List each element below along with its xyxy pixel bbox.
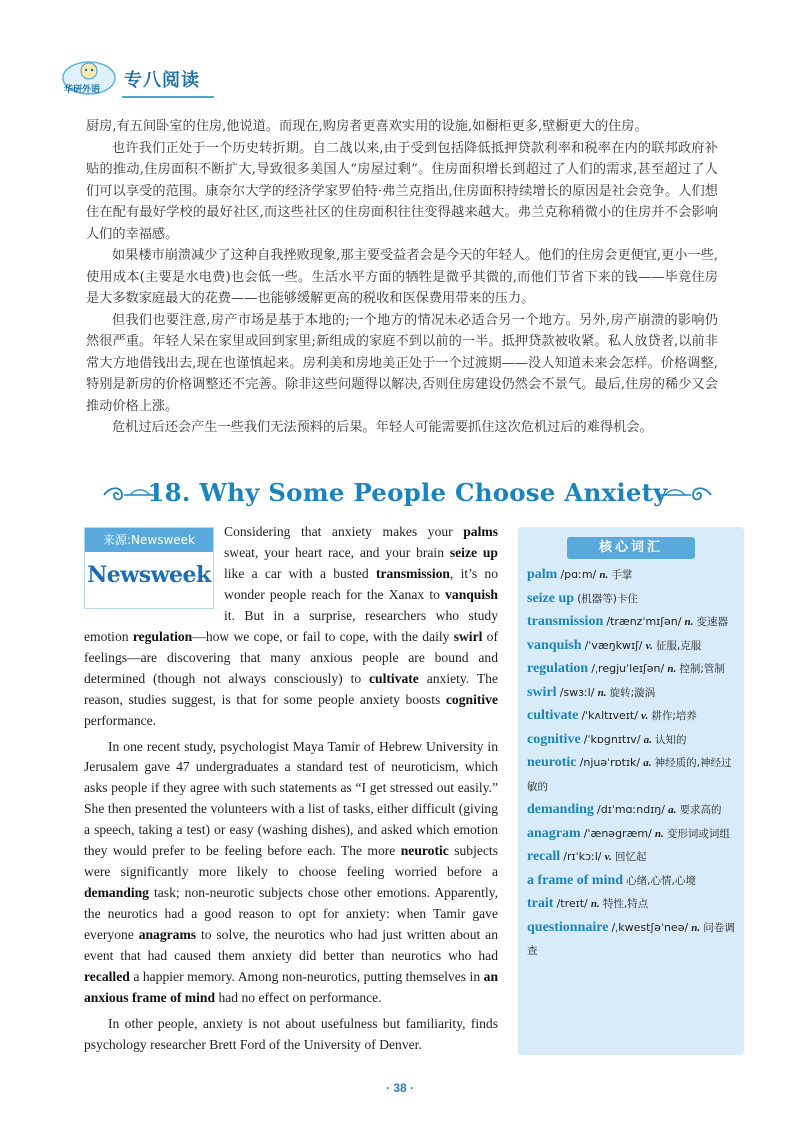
vocab-word: swirl: [527, 684, 557, 700]
vocab-part-of-speech: n.: [597, 686, 607, 699]
vocab-word: seize up: [527, 590, 575, 606]
vocab-definition: 神经质的,神经过敏的: [527, 757, 732, 793]
vocab-phonetic: /ˌkwestʃəˈneə/: [611, 920, 689, 934]
header-divider: [122, 96, 214, 98]
vocab-phonetic: /ˈkɒgnɪtɪv/: [583, 732, 641, 746]
vocab-definition: 征服,克服: [655, 639, 702, 652]
article-text: Considering that anxiety makes your: [224, 524, 464, 539]
vocab-word: cultivate: [527, 708, 579, 723]
vocab-part-of-speech: v.: [645, 639, 653, 652]
page-number: · 38 ·: [385, 1081, 414, 1095]
vocab-part-of-speech: n.: [667, 663, 677, 675]
article-paragraph: [84, 737, 498, 1009]
keyword: palms: [463, 524, 498, 539]
vocab-entry: [527, 845, 739, 869]
vocab-entry: [527, 751, 739, 798]
vocab-entry: [527, 634, 739, 658]
article-title-row: [100, 478, 715, 514]
vocab-phonetic: /rɪˈkɔːl/: [563, 850, 602, 863]
vocab-word: vanquish: [527, 637, 582, 653]
vocab-word: transmission: [527, 614, 604, 629]
vocab-entry: [527, 610, 739, 634]
vocab-definition: 变形词或词组: [666, 827, 730, 840]
vocab-phonetic: /treɪt/: [556, 897, 588, 910]
keyword: cognitive: [445, 691, 498, 707]
vocab-part-of-speech: v.: [641, 710, 649, 722]
cn-paragraph: 也许我们正处于一个历史转折期。自二战以来,由于受到包括降低抵押贷款利率和税率在内的联邦政府补贴的推动,住房面积不断扩大,导致很多美国人“房屋过剩”。住房面积增长到超过了人们的需求,甚至超过了人们可以享受的范围。康奈尔大学的经济学家罗伯特·弗兰克指出,住房面积持续增长的原因是社会竞争。人们想住在配有最好学校的最好社区,而这些社区的住房面积往往变得越来越大。弗兰克称稍微小的住房并不会影响人们的幸福感。: [86, 140, 718, 242]
vocabulary-title: 核心词汇: [567, 537, 695, 559]
vocab-entry: [527, 869, 739, 893]
vocab-part-of-speech: a.: [643, 733, 652, 746]
vocab-word: anagram: [527, 825, 581, 841]
keyword: neurotic: [400, 843, 449, 859]
vocab-word: demanding: [527, 802, 594, 817]
keyword: anagrams: [138, 927, 197, 943]
vocab-word: a frame of mind: [527, 872, 624, 888]
cn-paragraph: 危机过后还会产生一些我们无法预料的后果。年轻人可能需要抓住这次危机过后的难得机会。: [112, 420, 653, 435]
keyword: demanding: [84, 885, 149, 901]
vocab-phonetic: /ˈvæŋkwɪʃ/: [584, 638, 643, 652]
vocab-word: trait: [527, 896, 554, 911]
swirl-ornament-right-icon: [659, 484, 715, 506]
vocab-definition: 变速器: [696, 616, 729, 628]
article-paragraph: [84, 522, 498, 732]
keyword: an anxious frame of mind: [84, 969, 498, 1005]
keyword: seize up: [449, 544, 498, 560]
vocab-word: recall: [527, 849, 561, 864]
vocab-entry: [527, 681, 739, 705]
article-text: anxiety. The reason, studies suggest, is that for some people anxiety boosts: [84, 670, 498, 707]
chinese-translation: [86, 116, 718, 439]
article-text: In one recent study, psychologist Maya Tamir of Hebrew University in Jerusalem gave 47 undergraduates a standard test of neuroticism, which asks people if they agree with such statements as “I get stressed out easily.” She then presented the volunteers with a list of tasks, either difficult (giving a speech, taking a test) or easy (washing dishes), and asked which emotion they would prefer to be feeling before each. The more: [84, 738, 498, 859]
article-text: subjects were significantly more likely to choose feeling worried before a: [84, 843, 498, 880]
vocab-word: regulation: [527, 661, 589, 676]
vocab-definition: 认知的: [655, 733, 687, 746]
vocab-phonetic: /ˌregjuˈleɪʃən/: [591, 662, 665, 675]
article-text: , it’s no wonder people reach for the Xanax to: [224, 565, 498, 602]
vocab-word: palm: [527, 567, 558, 582]
vocab-definition: 手掌: [611, 569, 633, 581]
keyword: regulation: [132, 628, 193, 644]
vocab-part-of-speech: a.: [668, 804, 677, 816]
vocab-entry: [527, 822, 739, 846]
vocab-phonetic: /swɜːl/: [559, 685, 595, 699]
vocab-part-of-speech: n.: [684, 616, 694, 628]
vocab-definition: 特性,特点: [602, 898, 649, 910]
vocab-part-of-speech: n.: [590, 898, 600, 910]
keyword: transmission: [375, 565, 450, 581]
cn-paragraph: 厨房,有五间卧室的住房,他说道。而现在,购房者更喜欢实用的设施,如橱柜更多,壁橱更大的住房。: [86, 119, 648, 134]
article-text: like a car with a busted: [224, 565, 376, 581]
vocab-definition: 问卷调查: [527, 921, 735, 957]
vocab-part-of-speech: n.: [654, 827, 664, 840]
vocab-definition: 要求高的: [679, 804, 722, 816]
vocab-definition: 心绪,心情,心境: [626, 874, 696, 887]
vocab-word: cognitive: [527, 731, 581, 747]
source-label: 来源:Newsweek: [85, 528, 213, 552]
vocab-entry: [527, 916, 739, 963]
vocab-entry: [527, 704, 739, 728]
article-text: sweat, your heart race, and your brain: [224, 544, 450, 560]
article-text: to solve, the neurotics who had just written about an event that had caused them anxiety did better than neurotics who had: [84, 927, 498, 964]
vocab-part-of-speech: n.: [599, 569, 609, 581]
article-text: performance.: [84, 712, 157, 728]
vocab-definition: 回忆起: [615, 851, 647, 863]
vocab-word: neurotic: [527, 755, 577, 770]
vocab-phonetic: /njuəˈrɒtɪk/: [579, 756, 641, 769]
vocab-entry: [527, 657, 739, 681]
article-text: task; non-neurotic subjects chose other emotions. Apparently, the neurotics had a good reason to opt for anxiety: when Tamir gave everyone: [84, 885, 498, 943]
section-label: 专八阅读: [124, 70, 200, 91]
logo-text: 华研外语: [64, 85, 101, 95]
vocab-entry: [527, 728, 739, 752]
publisher-logo: [58, 58, 120, 96]
vocab-phonetic: /trænzˈmɪʃən/: [606, 615, 682, 628]
keyword: recalled: [84, 969, 130, 985]
cn-paragraph: 如果楼市崩溃减少了这种自我挫败现象,那主要受益者会是今天的年轻人。他们的住房会更便宜,更小一些,使用成本(主要是水电费)也会低一些。生活水平方面的牺牲是微乎其微的,而他们节省下来的钱——毕竟住房是大多数家庭最大的花费——也能够缓解更高的税收和医保费用带来的压力。: [86, 248, 719, 306]
article-text: it. But in a surprise, researchers who study emotion: [84, 607, 498, 644]
article-body: [84, 522, 498, 1056]
vocab-word: questionnaire: [527, 919, 609, 935]
vocabulary-sidebar: [518, 527, 744, 1055]
vocab-phonetic: /ˈænəgræm/: [583, 826, 652, 840]
article-text: of feelings—are discovering that many anxious people are bound and determined (though not always consciously) to: [84, 628, 498, 686]
vocab-entry: [527, 892, 739, 916]
keyword: cultivate: [369, 670, 419, 686]
vocab-phonetic: /dɪˈmɑːndɪŋ/: [597, 803, 665, 816]
vocab-entry: [527, 587, 739, 611]
vocab-phonetic: /ˈkʌltɪveɪt/: [581, 709, 638, 722]
vocab-definition: 耕作;培养: [651, 710, 697, 722]
page-header: [58, 58, 758, 104]
article-text: a happier memory. Among non-neurotics, putting themselves in: [129, 969, 484, 985]
keyword: vanquish: [445, 586, 498, 602]
vocab-entry: [527, 563, 739, 587]
vocab-part-of-speech: v.: [604, 851, 612, 863]
vocab-definition: (机器等)卡住: [577, 592, 638, 605]
vocab-entry: [527, 798, 739, 822]
vocab-definition: 控制;管制: [679, 663, 725, 675]
article-title: 18. Why Some People Choose Anxiety: [147, 478, 668, 507]
keyword: swirl: [453, 628, 483, 644]
article-paragraph: [84, 1014, 498, 1056]
article-text: —how we cope, or fail to cope, with the daily: [192, 628, 454, 644]
vocab-phonetic: /pɑːm/: [560, 568, 597, 581]
article-text: had no effect on performance.: [215, 989, 382, 1005]
vocabulary-list: [527, 563, 739, 963]
article-text: In other people, anxiety is not about usefulness but familiarity, finds psychology researcher Brett Ford of the University of Denver.: [84, 1015, 498, 1052]
vocab-part-of-speech: a.: [643, 757, 652, 769]
cn-paragraph: 但我们也要注意,房产市场是基于本地的;一个地方的情况未必适合另一个地方。另外,房产崩溃的影响仍然很严重。年轻人呆在家里或回到家里;新组成的家庭不到以前的一半。抵押贷款被收紧。私人放贷者,以前非常大方地借钱出去,现在也谨慎起来。房利美和房地美正处于一个过渡期——没人知道未来会怎样。价格调整,特别是新房的价格调整还不完善。除非这些问题得以解决,否则住房建设仍然会不景气。最后,住房的稀少又会推动价格上涨。: [86, 312, 718, 414]
vocab-part-of-speech: n.: [691, 921, 701, 934]
newsweek-logo: Newsweek: [87, 562, 211, 588]
vocab-definition: 旋转;漩涡: [609, 686, 656, 699]
